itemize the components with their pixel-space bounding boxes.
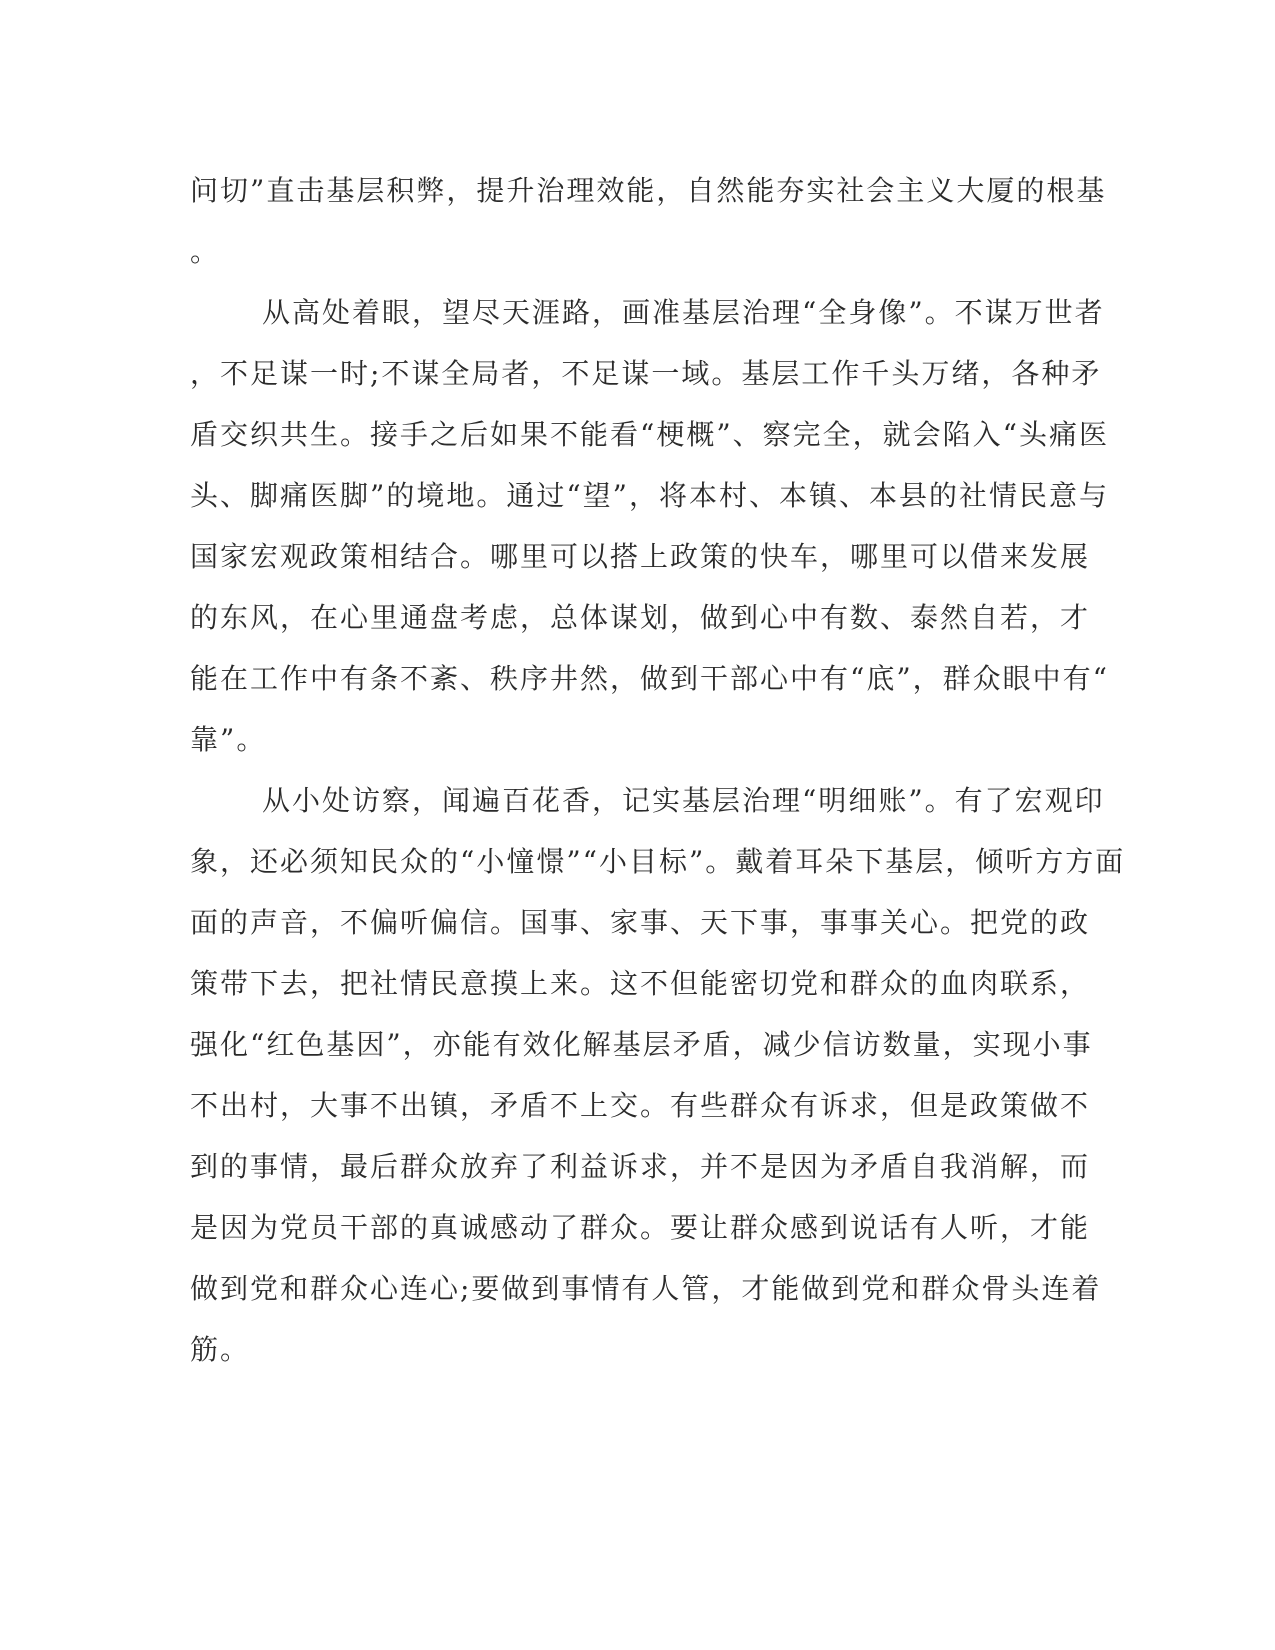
- text-line: 不出村，大事不出镇，矛盾不上交。有些群众有诉求，但是政策做不: [190, 1089, 1091, 1122]
- text-line: 的东风，在心里通盘考虑，总体谋划，做到心中有数、泰然自若，才: [190, 601, 1091, 634]
- text-line: ，不足谋一时;不谋全局者，不足谋一域。基层工作千头万绪，各种矛: [190, 357, 1102, 390]
- text-line: 强化“红色基因”，亦能有效化解基层矛盾，减少信访数量，实现小事: [190, 1028, 1093, 1061]
- text-line: 问切”直击基层积弊，提升治理效能，自然能夯实社会主义大厦的根基: [190, 174, 1107, 207]
- text-line: 到的事情，最后群众放弃了利益诉求，并不是因为矛盾自我消解，而: [190, 1150, 1091, 1183]
- text-line: 盾交织共生。接手之后如果不能看“梗概”、察完全，就会陷入“头痛医: [190, 418, 1109, 451]
- paragraph-start-line: 从小处访察，闻遍百花香，记实基层治理“明细账”。有了宏观印: [262, 784, 1105, 817]
- body-text: [190, 160, 1126, 1380]
- text-line: 头、脚痛医脚”的境地。通过“望”，将本村、本镇、本县的社情民意与: [190, 479, 1109, 512]
- text-line: 能在工作中有条不紊、秩序井然，做到干部心中有“底”，群众眼中有“: [190, 662, 1109, 695]
- text-line: 。: [190, 235, 221, 268]
- text-line: 国家宏观政策相结合。哪里可以搭上政策的快车，哪里可以借来发展: [190, 540, 1091, 573]
- text-line: 做到党和群众心连心;要做到事情有人管，才能做到党和群众骨头连着: [190, 1272, 1102, 1305]
- text-line: 是因为党员干部的真诚感动了群众。要让群众感到说话有人听，才能: [190, 1211, 1091, 1244]
- text-line: 策带下去，把社情民意摸上来。这不但能密切党和群众的血肉联系，: [190, 967, 1091, 1000]
- text-line: 靠”。: [190, 723, 267, 756]
- text-line: 象，还必须知民众的“小憧憬”“小目标”。戴着耳朵下基层，倾听方方面: [190, 845, 1126, 878]
- text-line: 面的声音，不偏听偏信。国事、家事、天下事，事事关心。把党的政: [190, 906, 1091, 939]
- text-line: 筋。: [190, 1333, 251, 1366]
- paragraph-start-line: 从高处着眼，望尽天涯路，画准基层治理“全身像”。不谋万世者: [262, 296, 1105, 329]
